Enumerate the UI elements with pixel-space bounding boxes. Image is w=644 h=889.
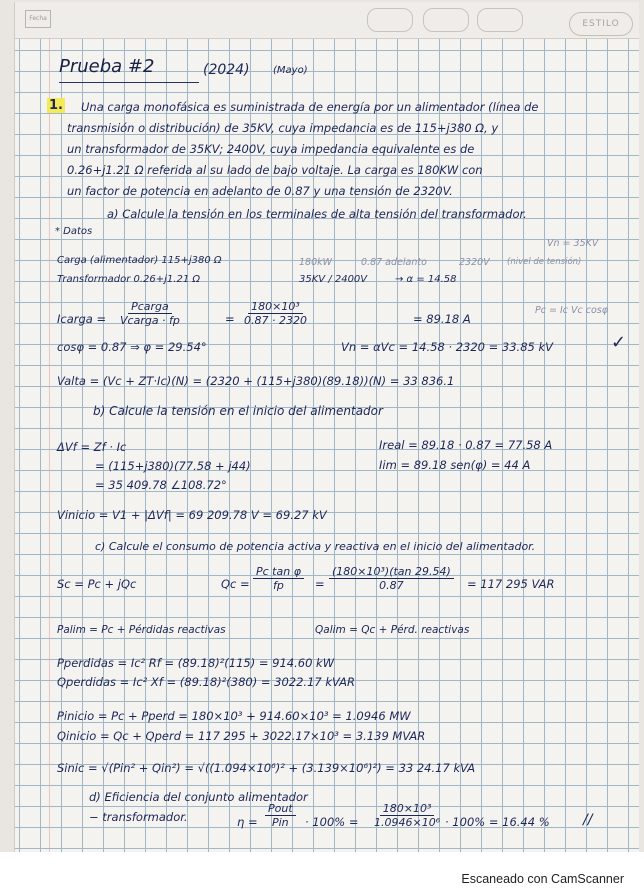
vn-note: Vn = 35KV <box>547 238 599 249</box>
carga-note: (nivel de tensión) <box>507 257 582 267</box>
valta-line: Valta = (Vc + ZT·Ic)(N) = (2320 + (115+j380)(89.18))(N) = 33 836.1 <box>57 374 455 388</box>
check-mark-icon: ✓ <box>611 332 627 353</box>
iim-line: Iim = 89.18 sen(φ) = 44 A <box>379 458 531 472</box>
qc-label: Qc = <box>221 577 250 591</box>
trafo-alpha: → α = 14.58 <box>395 274 457 285</box>
fraction-numerator: Pcarga <box>128 300 172 314</box>
fraction-denominator: 0.87 · 2320 <box>244 314 307 327</box>
page-title: Prueba #2 <box>59 56 155 77</box>
icarga-label: Icarga = <box>57 312 107 326</box>
header-box <box>423 8 469 32</box>
eta-label: η = <box>237 815 258 829</box>
part-d-heading: d) Eficiencia del conjunto alimentador <box>89 790 308 804</box>
datos-label: * Datos <box>55 226 93 237</box>
carga-label: Carga (alimentador) 115+j380 Ω <box>57 255 222 266</box>
qc-result: = 117 295 VAR <box>467 577 555 591</box>
sc-line: Sc = Pc + jQc <box>57 577 137 591</box>
fraction-denominator: 1.0946×10⁶ <box>374 816 441 829</box>
icarga-result: = 89.18 A <box>413 312 471 326</box>
efficiency-fraction-values <box>371 802 443 829</box>
equals-sign: = <box>225 312 235 326</box>
trafo-ratio: 35KV / 2400V <box>299 274 368 285</box>
delta-v-line-3: = 35 409.78 ∠108.72° <box>95 478 227 492</box>
part-a-heading: a) Calcule la tensión en los terminales de alta tensión del transformador. <box>107 207 527 221</box>
ireal-line: Ireal = 89.18 · 0.87 = 77.58 A <box>379 438 553 452</box>
problem-line: un transformador de 35KV; 2400V, cuya impedancia equivalente es de <box>67 142 475 156</box>
efficiency-fraction <box>265 802 296 829</box>
carga-power: 180kW <box>299 257 333 268</box>
header-box <box>367 8 413 32</box>
delta-v-line-1: ΔVf = Zf · Ic <box>57 440 127 454</box>
title-year: (2024) <box>203 62 250 78</box>
delta-v-line-2: = (115+j380)(77.58 + j44) <box>95 459 251 473</box>
efficiency-middle: · 100% = <box>305 815 359 829</box>
qc-fraction-values <box>329 565 454 592</box>
palim-line: Palim = Pc + Pérdidas reactivas <box>57 624 226 636</box>
style-label: ESTILO <box>569 12 633 36</box>
qinicio-line: Qinicio = Qc + Qperd = 117 295 + 3022.17×10³ = 3.139 MVAR <box>57 729 426 743</box>
part-c-heading: c) Calcule el consumo de potencia activa y reactiva en el inicio del alimentador. <box>95 540 536 553</box>
header-box <box>477 8 523 32</box>
fraction-numerator: 180×10³ <box>380 802 435 816</box>
part-d-subheading: − transformador. <box>89 810 188 824</box>
problem-line: 0.26+j1.21 Ω referida al su lado de bajo voltaje. La carga es 180KW con <box>67 163 483 177</box>
carga-voltage: 2320V <box>459 257 490 268</box>
trafo-label: Transformador 0.26+j1.21 Ω <box>57 274 201 285</box>
fraction-numerator: Pout <box>265 802 296 816</box>
equals-sign: = <box>315 577 325 591</box>
pperdidas-line: Pperdidas = Ic² Rf = (89.18)²(115) = 914.60 kW <box>57 656 335 670</box>
problem-line: transmisión o distribución) de 35KV, cuya impedancia es de 115+j380 Ω, y <box>67 121 499 135</box>
part-b-heading: b) Calcule la tensión en el inicio del alimentador <box>93 404 383 418</box>
cos-phi-line: cosφ = 0.87 ⇒ φ = 29.54° <box>57 340 207 354</box>
fraction-numerator: Pc tan φ <box>253 565 304 579</box>
margin-line <box>49 38 50 852</box>
qc-fraction <box>253 565 304 592</box>
date-label: Fecha <box>25 10 51 28</box>
qalim-line: Qalim = Qc + Pérd. reactivas <box>315 624 470 636</box>
final-answer-mark: // <box>583 812 593 828</box>
fraction-numerator: 180×10³ <box>248 300 303 314</box>
fraction-denominator: 0.87 <box>379 579 404 592</box>
problem-line: un factor de potencia en adelanto de 0.87 y una tensión de 2320V. <box>67 184 453 198</box>
efficiency-result: · 100% = 16.44 % <box>445 815 550 829</box>
icarga-fraction-values <box>241 300 310 327</box>
notebook-page <box>14 2 639 852</box>
camscanner-watermark: Escaneado con CamScanner <box>461 872 624 886</box>
vn-line: Vn = αVc = 14.58 · 2320 = 33.85 kV <box>341 340 554 354</box>
problem-line: Una carga monofásica es suministrada de energía por un alimentador (línea de <box>81 100 539 114</box>
icarga-fraction <box>117 300 183 327</box>
qperdidas-line: Qperdidas = Ic² Xf = (89.18)²(380) = 3022.17 kVAR <box>57 675 355 689</box>
sinicio-line: Sinic = √(Pin² + Qin²) = √((1.094×10⁶)² + (3.139×10⁶)²) = 33 24.17 kVA <box>57 761 476 775</box>
title-month: (Mayo) <box>273 65 308 76</box>
fraction-denominator: Vcarga · fp <box>120 314 180 327</box>
fraction-numerator: (180×10³)(tan 29.54) <box>329 565 454 579</box>
vinicio-line: Vinicio = V1 + |ΔVf| = 69 209.78 V = 69.27 kV <box>57 508 327 522</box>
fraction-denominator: Pin <box>271 816 289 829</box>
power-formula-note: Pc = Ic Vc cosφ <box>535 305 608 316</box>
title-underline <box>59 82 199 83</box>
pinicio-line: Pinicio = Pc + Pperd = 180×10³ + 914.60×10³ = 1.0946 MW <box>57 709 411 723</box>
carga-fp: 0.87 adelanto <box>361 257 427 268</box>
page-header <box>15 2 639 39</box>
problem-number: 1. <box>49 98 63 113</box>
fraction-denominator: fp <box>273 579 284 592</box>
